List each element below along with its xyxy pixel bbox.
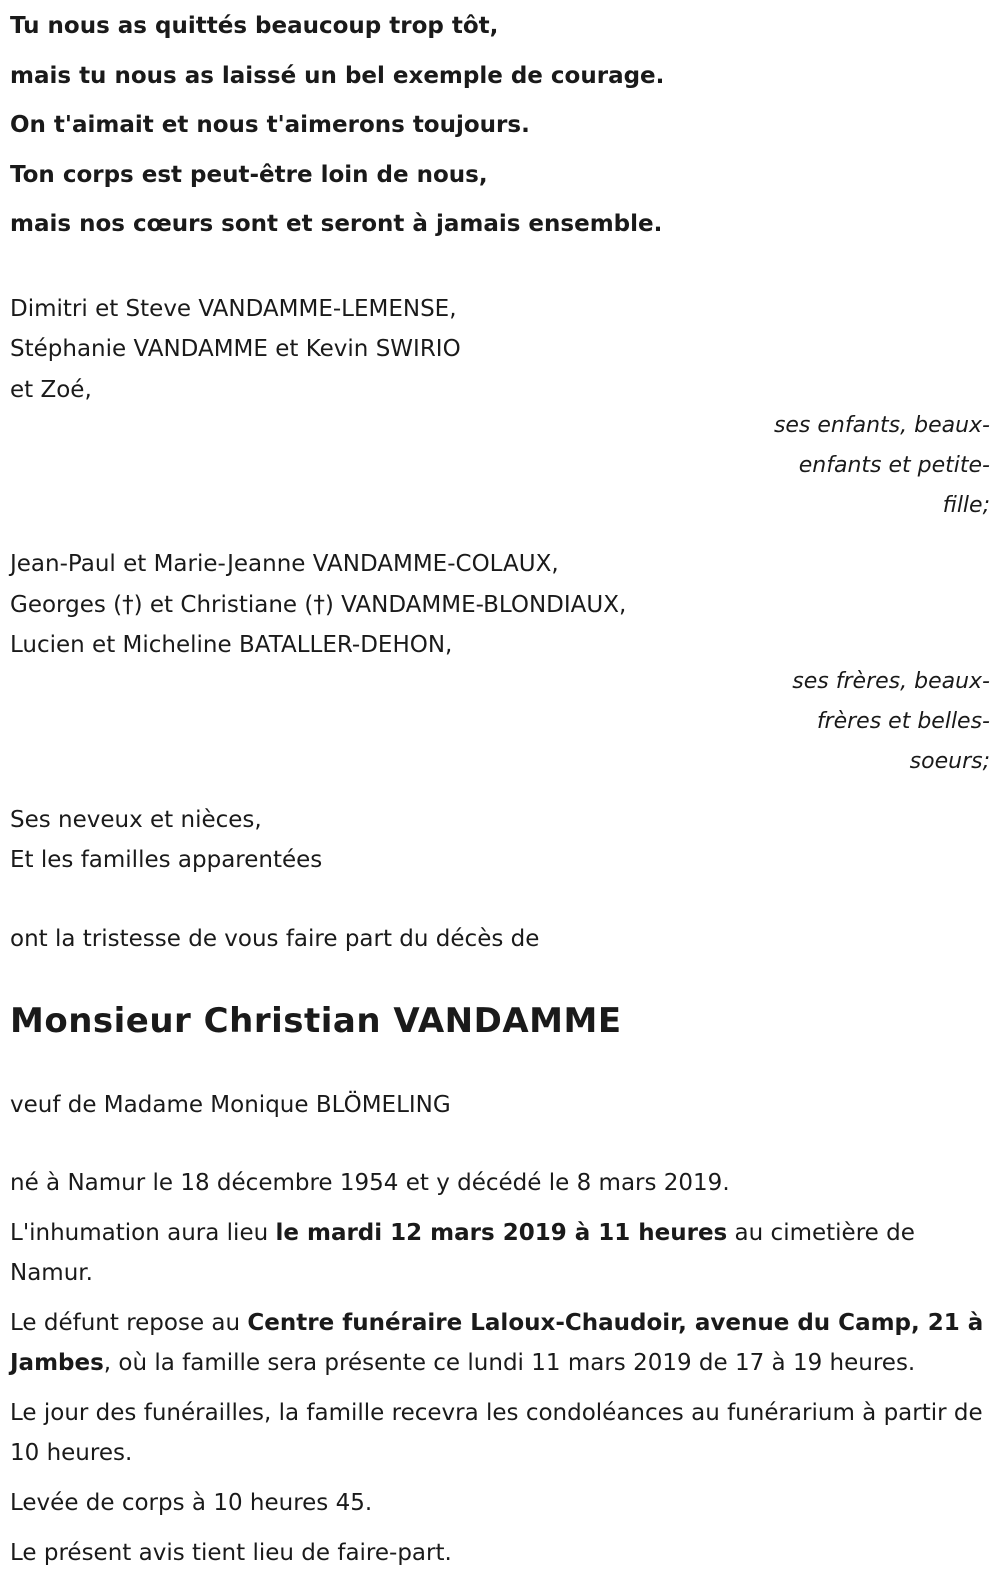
family-name-line: Lucien et Micheline BATALLER-DEHON, bbox=[10, 632, 453, 658]
relation-line: ses enfants, beaux- bbox=[773, 413, 990, 438]
poem-line: mais nos cœurs sont et seront à jamais ensemble. bbox=[10, 211, 663, 237]
cross-icon: † bbox=[313, 591, 325, 618]
funeral-details bbox=[10, 1163, 990, 1573]
burial-date: le mardi 12 mars 2019 à 11 heures bbox=[275, 1219, 728, 1246]
poem-line: On t'aimait et nous t'aimerons toujours. bbox=[10, 112, 530, 138]
family-name-line: Jean-Paul et Marie-Jeanne VANDAMME-COLAUX, bbox=[10, 551, 559, 577]
text-segment: L'inhumation aura lieu bbox=[10, 1219, 276, 1246]
family-name-line bbox=[10, 585, 990, 626]
burial-info bbox=[10, 1213, 990, 1293]
siblings-block bbox=[10, 544, 990, 782]
poem-line: mais tu nous as laissé un bel exemple de courage. bbox=[10, 62, 665, 89]
obituary-notice bbox=[10, 0, 990, 1583]
rest-info bbox=[10, 1303, 990, 1383]
children-relation bbox=[750, 406, 990, 526]
cross-icon: † bbox=[122, 591, 134, 618]
relatives-block bbox=[10, 800, 990, 881]
family-name-line: et Zoé, bbox=[10, 376, 92, 403]
poem bbox=[10, 0, 990, 250]
relation-line: soeurs; bbox=[909, 748, 990, 774]
family-name-line: Stéphanie VANDAMME et Kevin SWIRIO bbox=[10, 336, 461, 362]
levee-info: Levée de corps à 10 heures 45. bbox=[10, 1489, 373, 1516]
siblings-relation bbox=[750, 662, 990, 782]
text-segment: Le défunt repose au bbox=[10, 1309, 248, 1336]
text-segment: ) et Christiane ( bbox=[133, 591, 314, 618]
relation-line: enfants et petite- bbox=[798, 453, 990, 478]
relation-line: fille; bbox=[942, 493, 990, 518]
text-segment: Georges ( bbox=[10, 591, 123, 618]
announcement: ont la tristesse de vous faire part du décès de bbox=[10, 925, 540, 952]
poem-line: Ton corps est peut-être loin de nous, bbox=[10, 161, 488, 188]
family-name-line: Ses neveux et nièces, bbox=[10, 806, 262, 833]
family-name-line: Et les familles apparentées bbox=[10, 847, 323, 873]
text-segment: au cimetière de Namur. bbox=[10, 1219, 915, 1286]
relation-line: frères et belles- bbox=[816, 708, 990, 734]
birth-death: né à Namur le 18 décembre 1954 et y décédé le 8 mars 2019. bbox=[10, 1169, 730, 1196]
funeral-center: Centre funéraire Laloux-Chaudoir, avenue du Camp, 21 à Jambes bbox=[10, 1309, 984, 1376]
family-name-line: Dimitri et Steve VANDAMME-LEMENSE, bbox=[10, 295, 457, 322]
deceased-name: Monsieur Christian VANDAMME bbox=[10, 1000, 622, 1041]
children-block bbox=[10, 289, 990, 527]
text-segment: ) VANDAMME-BLONDIAUX, bbox=[324, 591, 627, 618]
relation-line: ses frères, beaux- bbox=[792, 668, 990, 694]
condolences-info: Le jour des funérailles, la famille recevra les condoléances au funérarium à partir de 10 heures. bbox=[10, 1399, 983, 1466]
notice-info: Le présent avis tient lieu de faire-part. bbox=[10, 1539, 452, 1566]
widow-of: veuf de Madame Monique BLÖMELING bbox=[10, 1091, 451, 1118]
text-segment: , où la famille sera présente ce lundi 11 mars 2019 de 17 à 19 heures. bbox=[103, 1349, 916, 1376]
poem-line: Tu nous as quittés beaucoup trop tôt, bbox=[10, 13, 499, 39]
